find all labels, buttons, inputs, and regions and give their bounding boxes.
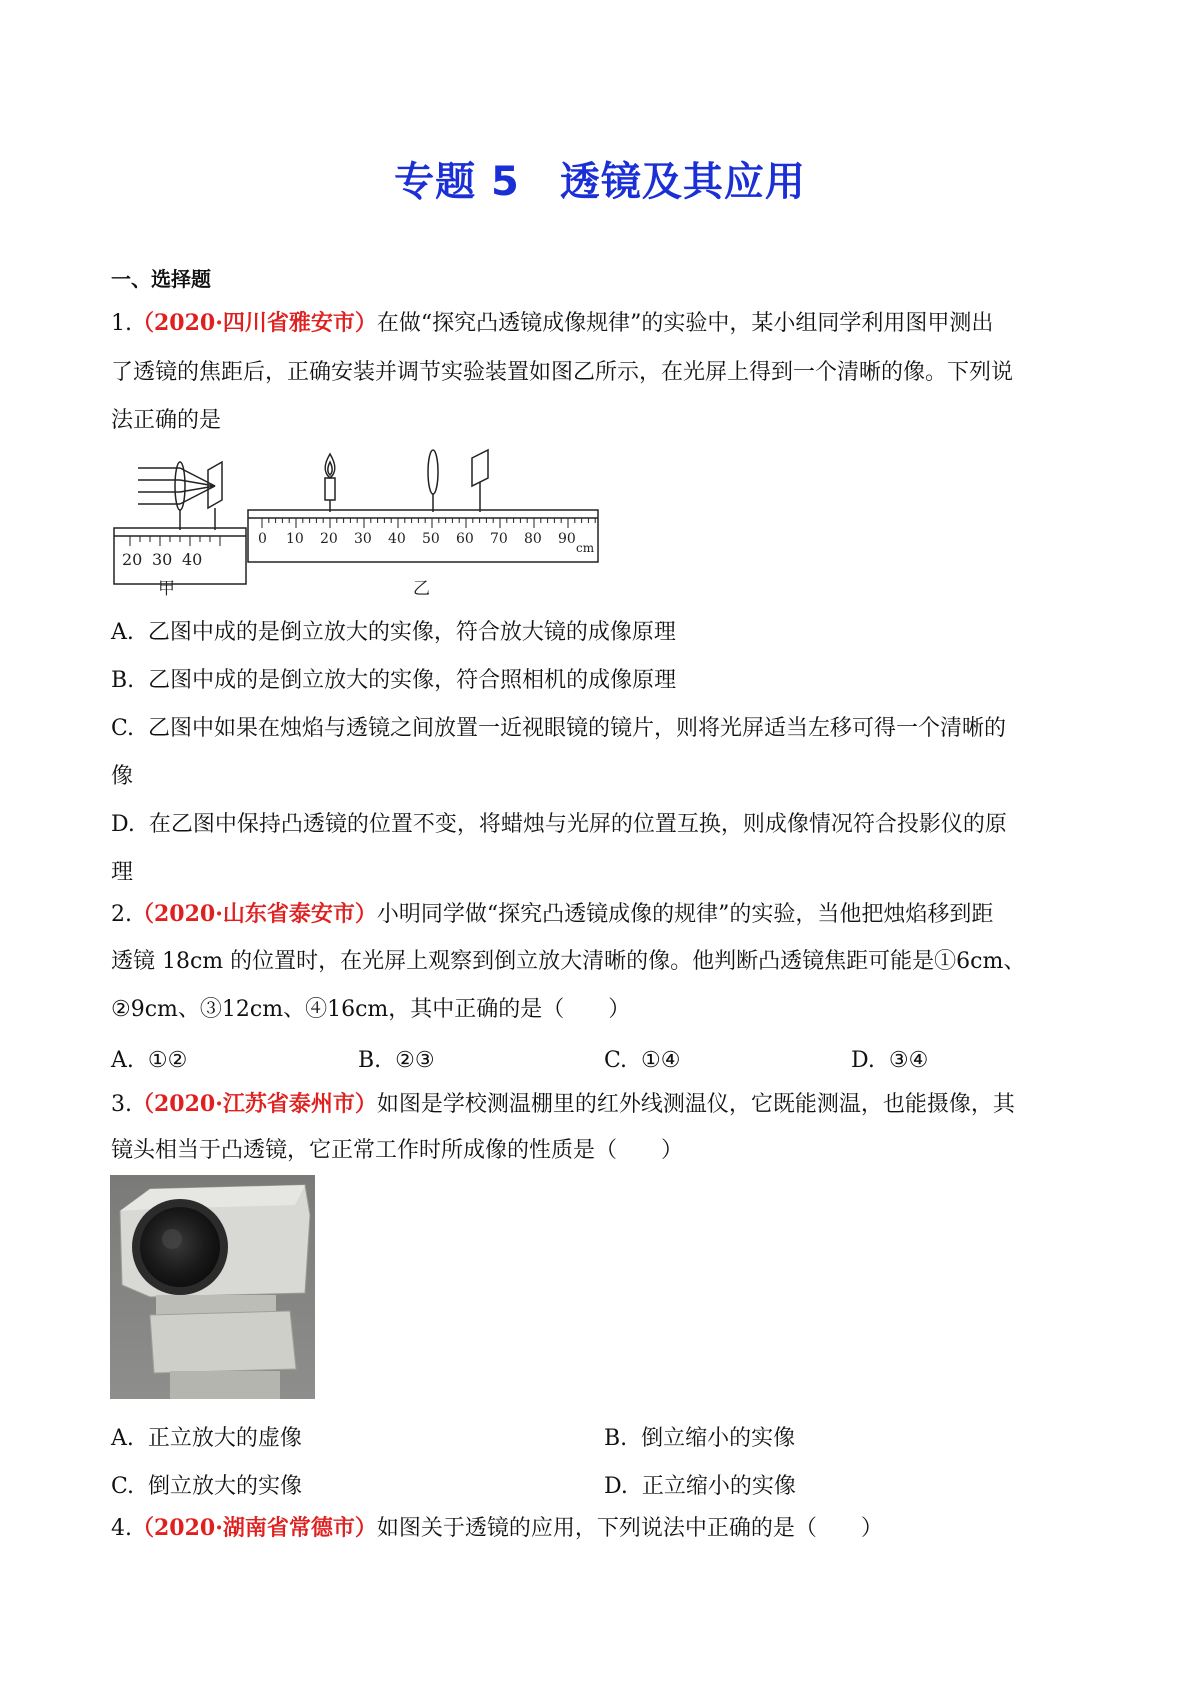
convex-lens-icon	[428, 450, 438, 494]
yi-tick-10: 10	[286, 531, 304, 547]
q4-number: 4.	[111, 1516, 132, 1541]
q1-number: 1.	[111, 311, 132, 336]
yi-tick-40: 40	[388, 531, 406, 547]
yi-tick-50: 50	[422, 531, 440, 547]
q1-option-b[interactable]: B. 乙图中成的是倒立放大的实像，符合照相机的成像原理	[111, 668, 677, 693]
q2-line-3: ②9cm、③12cm、④16cm，其中正确的是（ ）	[111, 997, 631, 1022]
section-heading: 一、选择题	[111, 267, 211, 291]
q1-line-1	[111, 312, 993, 335]
q1-text-1: 在做“探究凸透镜成像规律”的实验中，某小组同学利用图甲测出	[376, 311, 994, 336]
q4-text-1: 如图关于透镜的应用，下列说法中正确的是（ ）	[376, 1516, 883, 1541]
jia-label: 甲	[158, 579, 175, 598]
infrared-thermometer-camera-photo	[110, 1175, 315, 1399]
q2-option-a[interactable]: A. ①②	[111, 1048, 188, 1073]
q3-source: （2020·江苏省泰州市）	[132, 1091, 377, 1117]
q2-source: （2020·山东省泰安市）	[132, 901, 377, 927]
q3-text-1: 如图是学校测温棚里的红外线测温仪，它既能测温，也能摄像，其	[376, 1092, 1015, 1117]
q1-option-c-cont: 像	[111, 764, 134, 789]
yi-tick-60: 60	[456, 531, 474, 547]
q3-line-2: 镜头相当于凸透镜，它正常工作时所成像的性质是（ ）	[111, 1138, 684, 1163]
yi-label: 乙	[413, 579, 430, 598]
q1-option-c[interactable]: C. 乙图中如果在烛焰与透镜之间放置一近视眼镜的镜片，则将光屏适当左移可得一个清晰的	[111, 716, 1007, 741]
yi-tick-30: 30	[354, 531, 372, 547]
q2-text-1: 小明同学做“探究凸透镜成像的规律”的实验，当他把烛焰移到距	[376, 902, 994, 927]
q1-option-a[interactable]: A. 乙图中成的是倒立放大的实像，符合放大镜的成像原理	[111, 620, 676, 645]
yi-ruler-ticks	[262, 518, 595, 528]
q2-line-2: 透镜 18cm 的位置时，在光屏上观察到倒立放大清晰的像。他判断凸透镜焦距可能是①6cm、	[111, 949, 1026, 974]
q3-number: 3.	[111, 1092, 132, 1117]
light-screen-icon	[472, 450, 488, 486]
q1-option-d-cont: 理	[111, 860, 134, 885]
q3-option-d[interactable]: D. 正立缩小的实像	[604, 1474, 796, 1499]
q1-option-d[interactable]: D. 在乙图中保持凸透镜的位置不变，将蜡烛与光屏的位置互换，则成像情况符合投影仪的原	[111, 812, 1007, 837]
q1-source: （2020·四川省雅安市）	[132, 310, 377, 336]
q3-option-a[interactable]: A. 正立放大的虚像	[111, 1426, 302, 1451]
yi-tick-20: 20	[320, 531, 338, 547]
yi-tick-90: 90	[558, 531, 576, 547]
yi-unit: cm	[576, 541, 595, 555]
candle-icon	[325, 478, 335, 500]
jia-tick-20: 20	[122, 550, 143, 569]
yi-tick-80: 80	[524, 531, 542, 547]
q2-option-b[interactable]: B. ②③	[358, 1048, 435, 1073]
title-prefix: 专题 5	[394, 159, 520, 205]
q1-line-2: 了透镜的焦距后，正确安装并调节实验装置如图乙所示，在光屏上得到一个清晰的像。下列说	[111, 360, 1014, 385]
q1-lens-experiment-figure	[110, 448, 670, 598]
q3-option-c[interactable]: C. 倒立放大的实像	[111, 1474, 303, 1499]
yi-tick-0: 0	[258, 531, 267, 547]
page-title	[0, 150, 1200, 207]
q2-option-d[interactable]: D. ③④	[851, 1048, 929, 1073]
q3-line-1	[111, 1093, 1015, 1116]
q2-option-c[interactable]: C. ①④	[604, 1048, 681, 1073]
q4-line-1	[111, 1517, 883, 1540]
yi-tick-70: 70	[490, 531, 508, 547]
q4-source: （2020·湖南省常德市）	[132, 1515, 377, 1541]
q2-number: 2.	[111, 902, 132, 927]
q2-line-1	[111, 903, 993, 926]
jia-tick-30: 30	[152, 550, 173, 569]
figure-jia-ticks	[130, 536, 220, 546]
q3-option-b[interactable]: B. 倒立缩小的实像	[604, 1426, 796, 1451]
q1-line-3: 法正确的是	[111, 408, 222, 433]
jia-tick-40: 40	[182, 550, 203, 569]
title-main: 透镜及其应用	[559, 159, 806, 205]
